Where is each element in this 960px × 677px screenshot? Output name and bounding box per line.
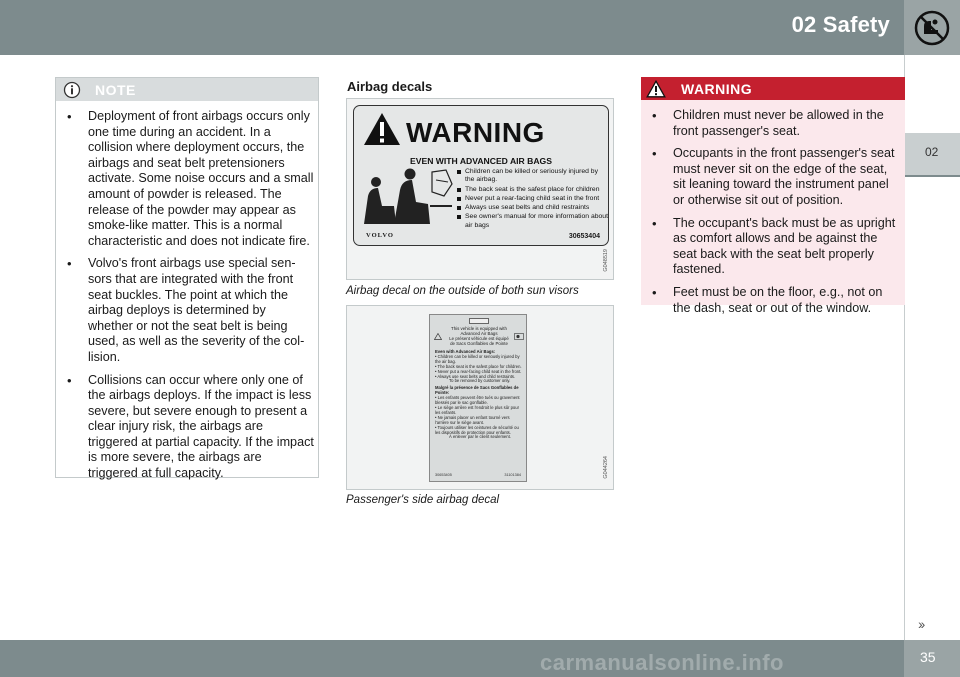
decal-subtitle: EVEN WITH ADVANCED AIR BAGS	[410, 156, 552, 166]
note-item: • Volvo's front airbags use special sen-sors that are integrated with the front seat buckles. The point at which the airbag deploys is determined by whether or not the seat belt is being used, as well as the severity of the col-lision.	[56, 256, 314, 365]
volvo-logo: VOLVO	[366, 232, 394, 239]
decal-foot-right: 31101384	[504, 473, 521, 477]
figure-caption: Passenger's side airbag decal	[346, 494, 500, 506]
decal-body-line: • Toujours utiliser les ceintures de sécurité ou les dispositifs de protection pour enfants.	[435, 424, 519, 435]
decal-header-line: Le présent véhicule est équipé	[449, 336, 509, 341]
decal-warning-item: The back seat is the safest place for children	[457, 186, 609, 194]
decal-body-line: • Les enfants peuvent être tués ou gravement blessés par le sac gonflable.	[435, 395, 520, 406]
watermark: carmanualsonline.info	[540, 650, 784, 675]
passenger-airbag-decal	[429, 314, 527, 482]
note-title: NOTE	[95, 81, 136, 98]
sun-visor-warning-decal	[353, 105, 609, 246]
header-band	[0, 0, 904, 55]
decal-header-line: This vehicle is equipped with	[451, 326, 507, 331]
chapter-side-tab[interactable]	[904, 133, 960, 177]
note-header	[56, 78, 318, 101]
decal-foot-left: 30653405	[435, 473, 452, 477]
continue-arrows-icon: ››	[918, 616, 924, 632]
decal-warning-item: Always use seat belts and child restraints	[457, 204, 609, 212]
decal-body-line: • Children can be killed or seriously injured by the air bag.	[435, 353, 520, 364]
child-seat-pictogram-icon	[360, 166, 455, 228]
warning-item: • Feet must be on the floor, e.g., not on the dash, seat or out of the window.	[641, 285, 899, 316]
passenger-decal-figure	[346, 305, 614, 490]
decal-body-line: À enlever par le client seulement.	[449, 434, 511, 440]
note-list	[56, 101, 318, 482]
figure-code: G044264	[603, 456, 609, 479]
decal-header-text	[436, 326, 522, 346]
decal-label-slot	[469, 318, 489, 324]
info-icon	[60, 78, 83, 101]
chapter-title: 02 Safety	[791, 12, 890, 37]
sun-visor-decal-figure	[346, 98, 614, 280]
page-number: 35	[920, 649, 936, 665]
decal-body-heading-fr: Malgré la présence de Sacs Gonflables de Pointe:	[435, 385, 519, 396]
note-item: • Collisions can occur where only one of the airbags deploys. If the impact is less severe, but severe enough to present a clear injury risk, the airbags are triggered at partial capacity. If the impact is more severe, the airbags are triggered at full capacity.	[56, 373, 314, 482]
warning-header	[641, 77, 905, 100]
decal-body-line: • Never put a rear-facing child seat in the front.	[435, 368, 522, 374]
warning-title: WARNING	[681, 80, 753, 97]
decal-warning-word: WARNING	[406, 117, 545, 148]
chapter-side-tab-label: 02	[925, 145, 939, 159]
note-box	[55, 77, 319, 481]
decal-body-line: • Always use seat belts and child restraints.	[435, 373, 516, 379]
figure-caption: Airbag decal on the outside of both sun visors	[346, 285, 579, 297]
warning-triangle-icon	[362, 111, 402, 147]
decal-body-heading-en: Even with Advanced Air Bags:	[435, 349, 496, 354]
warning-list	[641, 100, 905, 316]
decal-part-number: 30653404	[568, 233, 600, 240]
warning-item: • Occupants in the front passenger's seat must never sit on the edge of the seat, sit leaning toward the instrument panel or otherwise sit out of position.	[641, 146, 899, 208]
decal-warning-item: Children can be killed or seriously injured by the airbag.	[457, 168, 609, 185]
warning-box	[641, 77, 905, 315]
figure-code: G048519	[603, 249, 609, 272]
warning-item: • The occupant's back must be as upright as comfort allows and be against the seat back with the seat belt properly fastened.	[641, 216, 899, 278]
decal-header-line: Advanced Air Bags	[460, 331, 498, 336]
decal-header-line: de Sacs Gonflables de Pointe	[450, 341, 508, 346]
decal-warning-item: See owner's manual for more information about air bags	[457, 213, 609, 230]
no-child-seat-icon	[904, 0, 960, 55]
airbag-decals-heading: Airbag decals	[347, 79, 433, 94]
warning-triangle-icon	[644, 77, 667, 100]
decal-body-text	[435, 350, 523, 440]
decal-body-line: • Ne jamais placer un enfant tourné vers l'arrière sur le siège avant.	[435, 414, 510, 425]
decal-warning-item: Never put a rear-facing child seat in the front	[457, 195, 609, 203]
decal-body-line: • The back seat is the safest place for children.	[435, 363, 522, 369]
warning-item: • Children must never be allowed in the front passenger's seat.	[641, 108, 899, 139]
decal-body-line: • Le siège arrière est l'endroit le plus sûr pour les enfants.	[435, 404, 519, 415]
decal-warning-list	[457, 168, 609, 231]
note-item: • Deployment of front airbags occurs only one time during an accident. In a collision where deployment occurs, the airbags and seat belt pretensioners activate. Some noise occurs and a small amount of powder is released. The release of the powder may appear as smoke-like matter. This is a normal characteristic and does not indicate fire.	[56, 109, 314, 249]
decal-body-line: To be removed by customer only.	[449, 378, 511, 384]
